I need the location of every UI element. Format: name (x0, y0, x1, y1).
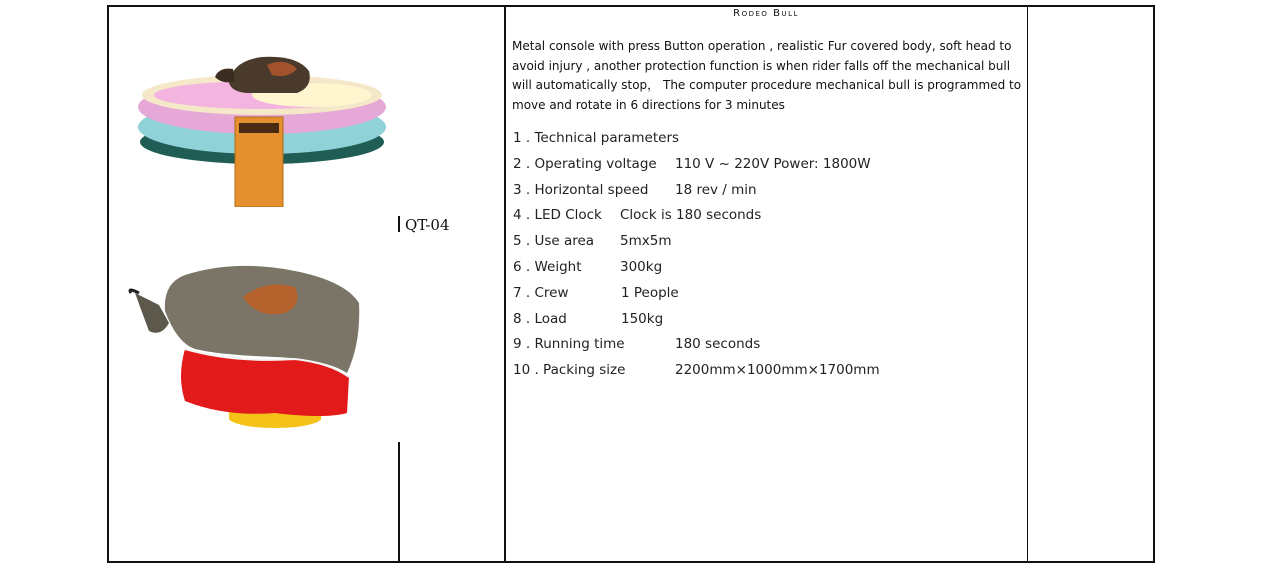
parameter-label: 7 . Crew (513, 284, 569, 301)
parameter-row (513, 362, 1013, 388)
parameter-row (513, 285, 1013, 311)
parameter-row (513, 182, 1013, 208)
parameter-label: 3 . Horizontal speed (513, 181, 649, 198)
product-description: Metal console with press Button operation , realistic Fur covered body, soft head to avoid injury , another protection function is when rider falls off the mechanical bull will automatically stop， The computer procedure mechanical bull is programmed to move and rotate in 6 directions for 3 minutes (512, 39, 1022, 112)
parameter-label: 10 . Packing size (513, 362, 626, 379)
parameter-value: 18 rev / min (675, 181, 757, 198)
parameter-row (513, 259, 1013, 285)
parameter-value: 5mx5m (620, 233, 672, 250)
parameter-value: 300kg (620, 258, 663, 275)
parameter-value: 180 seconds (675, 336, 761, 353)
parameter-label: 2 . Operating voltage (513, 155, 657, 172)
parameter-label: 9 . Running time (513, 336, 625, 353)
product-image-bull (125, 253, 365, 448)
parameter-label: 8 . Load (513, 310, 567, 327)
column-divider (1027, 7, 1028, 563)
parameter-row (513, 156, 1013, 182)
parameter-row (513, 130, 1013, 156)
model-number: QT-04 (405, 216, 450, 234)
parameter-row (513, 207, 1013, 233)
parameter-label: 6 . Weight (513, 258, 582, 275)
parameter-value: 150kg (621, 310, 664, 327)
product-table (107, 5, 1155, 563)
parameter-list (513, 130, 1013, 388)
column-divider-fragment (398, 216, 400, 232)
parameter-row (513, 233, 1013, 259)
parameter-value: 110 V ~ 220V Power: 1800W (675, 155, 871, 172)
parameter-label: 4 . LED Clock (513, 207, 602, 224)
column-divider (398, 442, 400, 563)
product-title: Rodeo Bull (733, 8, 799, 19)
parameter-row (513, 311, 1013, 337)
column-divider (504, 7, 506, 563)
parameter-value: 2200mm×1000mm×1700mm (675, 362, 880, 379)
parameter-label: 5 . Use area (513, 233, 595, 250)
parameter-value: Clock is 180 seconds (620, 207, 762, 224)
product-image-inflatable (137, 47, 387, 207)
parameter-value: 1 People (621, 284, 679, 301)
parameter-row (513, 336, 1013, 362)
parameter-label: 1 . Technical parameters (513, 130, 680, 146)
